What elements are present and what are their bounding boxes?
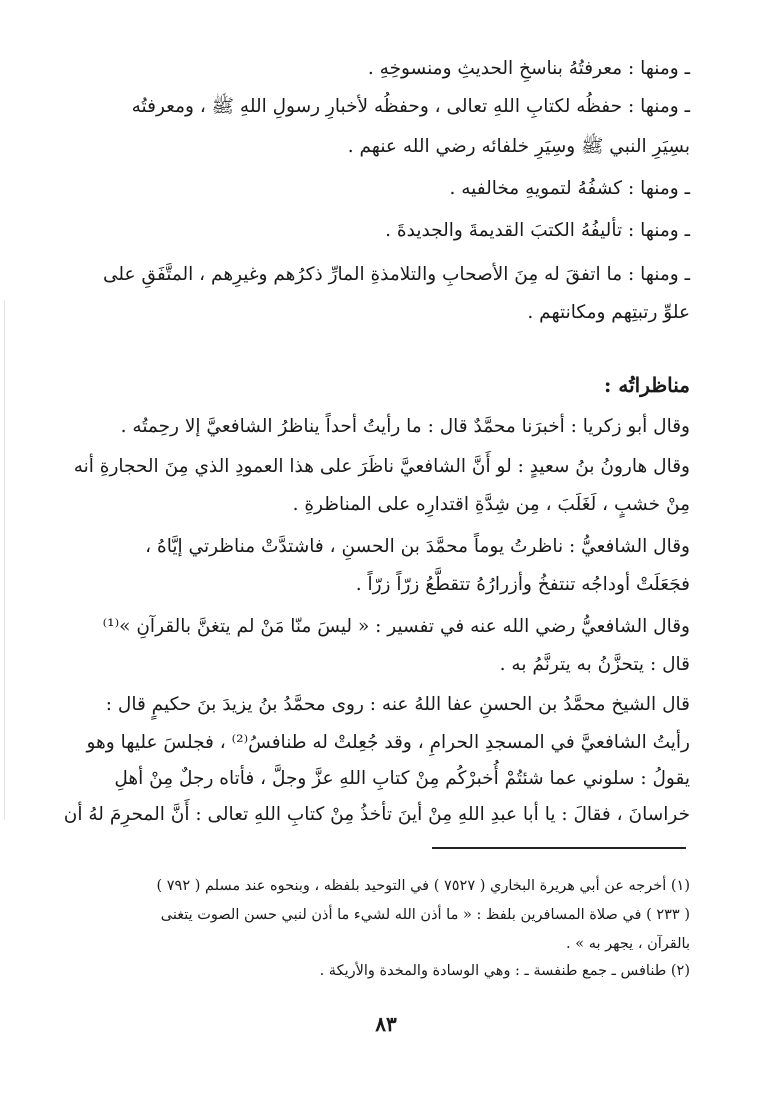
text-line: رأيتُ الشافعيَّ في المسجدِ الحرامِ ، وقد جُعِلتْ له طنافسُ⁽²⁾ ، فجلسَ عليها وهو	[86, 732, 690, 753]
text-line: بسِيَرِ النبي ﷺ وسِيَرِ خلفائه رضي الله عنهم .	[347, 136, 690, 157]
text-line: قال الشيخ محمَّدُ بن الحسنِ عفا اللهُ عنه : روى محمَّدُ بنُ يزيدَ بنَ حكيمٍ قال :	[105, 694, 690, 715]
footnote-line: بالقرآن ، يجهر به » .	[566, 936, 690, 952]
text-line: وقال الشافعيُّ رضي الله عنه في تفسير : « ليسَ منّا مَنْ لم يتغنَّ بالقرآنِ »⁽¹⁾	[102, 616, 690, 637]
page-number: ٨٣	[375, 1012, 397, 1036]
footnote-line: ( ٢٣٣ ) في صلاة المسافرين بلفظ : « ما أذن الله لشيء ما أذن لنبي حسن الصوت يتغنى	[160, 907, 690, 923]
text-line: ـ ومنها : ما اتفقَ له مِنَ الأصحابِ والتلامذةِ المارِّ ذكرُهم وغيرِهم ، المتَّفَقِ على	[102, 264, 690, 285]
text-line: مِنْ خشبٍ ، لَغَلَبَ ، مِن شِدَّةِ اقتدارِه على المناظرةِ .	[292, 494, 690, 515]
text-line: ـ ومنها : حفظُه لكتابِ اللهِ تعالى ، وحفظُه لأخبارِ رسولِ اللهِ ﷺ ، ومعرفتُه	[131, 96, 690, 117]
text-line: فجَعَلَتْ أوداجُه تنتفخُ وأزرارُهُ تتقطَّعُ زرّاً زرّاً .	[355, 574, 690, 595]
text-line: وقال أبو زكريا : أخبرَنا محمَّدٌ قال : ما رأيتُ أحداً يناظرُ الشافعيَّ إلا رحِمتُه .	[120, 416, 690, 437]
text-line: ـ ومنها : كشفُهُ لتمويهِ مخالفيه .	[449, 178, 690, 199]
text-line: ـ ومنها : تأليفُهُ الكتبَ القديمةَ والجديدةَ .	[385, 220, 690, 241]
text-line: وقال هارونُ بنُ سعيدٍ : لو أَنَّ الشافعيَّ ناظَرَ على هذا العمودِ الذي مِنَ الحجارةِ أنه	[73, 456, 690, 477]
footnote-line: (١) أخرجه عن أبي هريرة البخاري ( ٧٥٢٧ ) في التوحيد بلفظه ، وبنحوه عند مسلم ( ٧٩٢ )	[156, 878, 690, 894]
text-line: يقولُ : سلوني عما شئتُمْ أُخبرْكُم مِنْ كتابِ اللهِ عزَّ وجلَّ ، فأتاه رجلٌ مِنْ أهلِ	[114, 768, 690, 789]
footnote-line: (٢) طنافس ـ جمع طنفسة ـ : وهي الوسادة والمخدة والأريكة .	[319, 963, 690, 979]
text-line: علوِّ رتبتِهم ومكانتهم .	[527, 302, 690, 323]
section-heading: مناظراتُه :	[604, 373, 690, 397]
scan-edge-mark	[4, 300, 5, 820]
text-line: قال : يتحزَّنُ به يترنَّمُ به .	[499, 654, 690, 675]
text-line: ـ ومنها : معرفتُهُ بناسخِ الحديثِ ومنسوخِهِ .	[367, 58, 690, 79]
text-line: وقال الشافعيُّ : ناظرتُ يوماً محمَّدَ بن الحسنِ ، فاشتدَّتْ مناظرتي إيَّاهُ ،	[145, 536, 690, 557]
footnote-divider	[432, 847, 686, 849]
text-line: خراسانَ ، فقالَ : يا أبا عبدِ اللهِ مِنْ أينَ تأخذُ مِنْ كتابِ اللهِ تعالى : أَنَّ المحرِمَ لهُ أن	[63, 804, 690, 825]
